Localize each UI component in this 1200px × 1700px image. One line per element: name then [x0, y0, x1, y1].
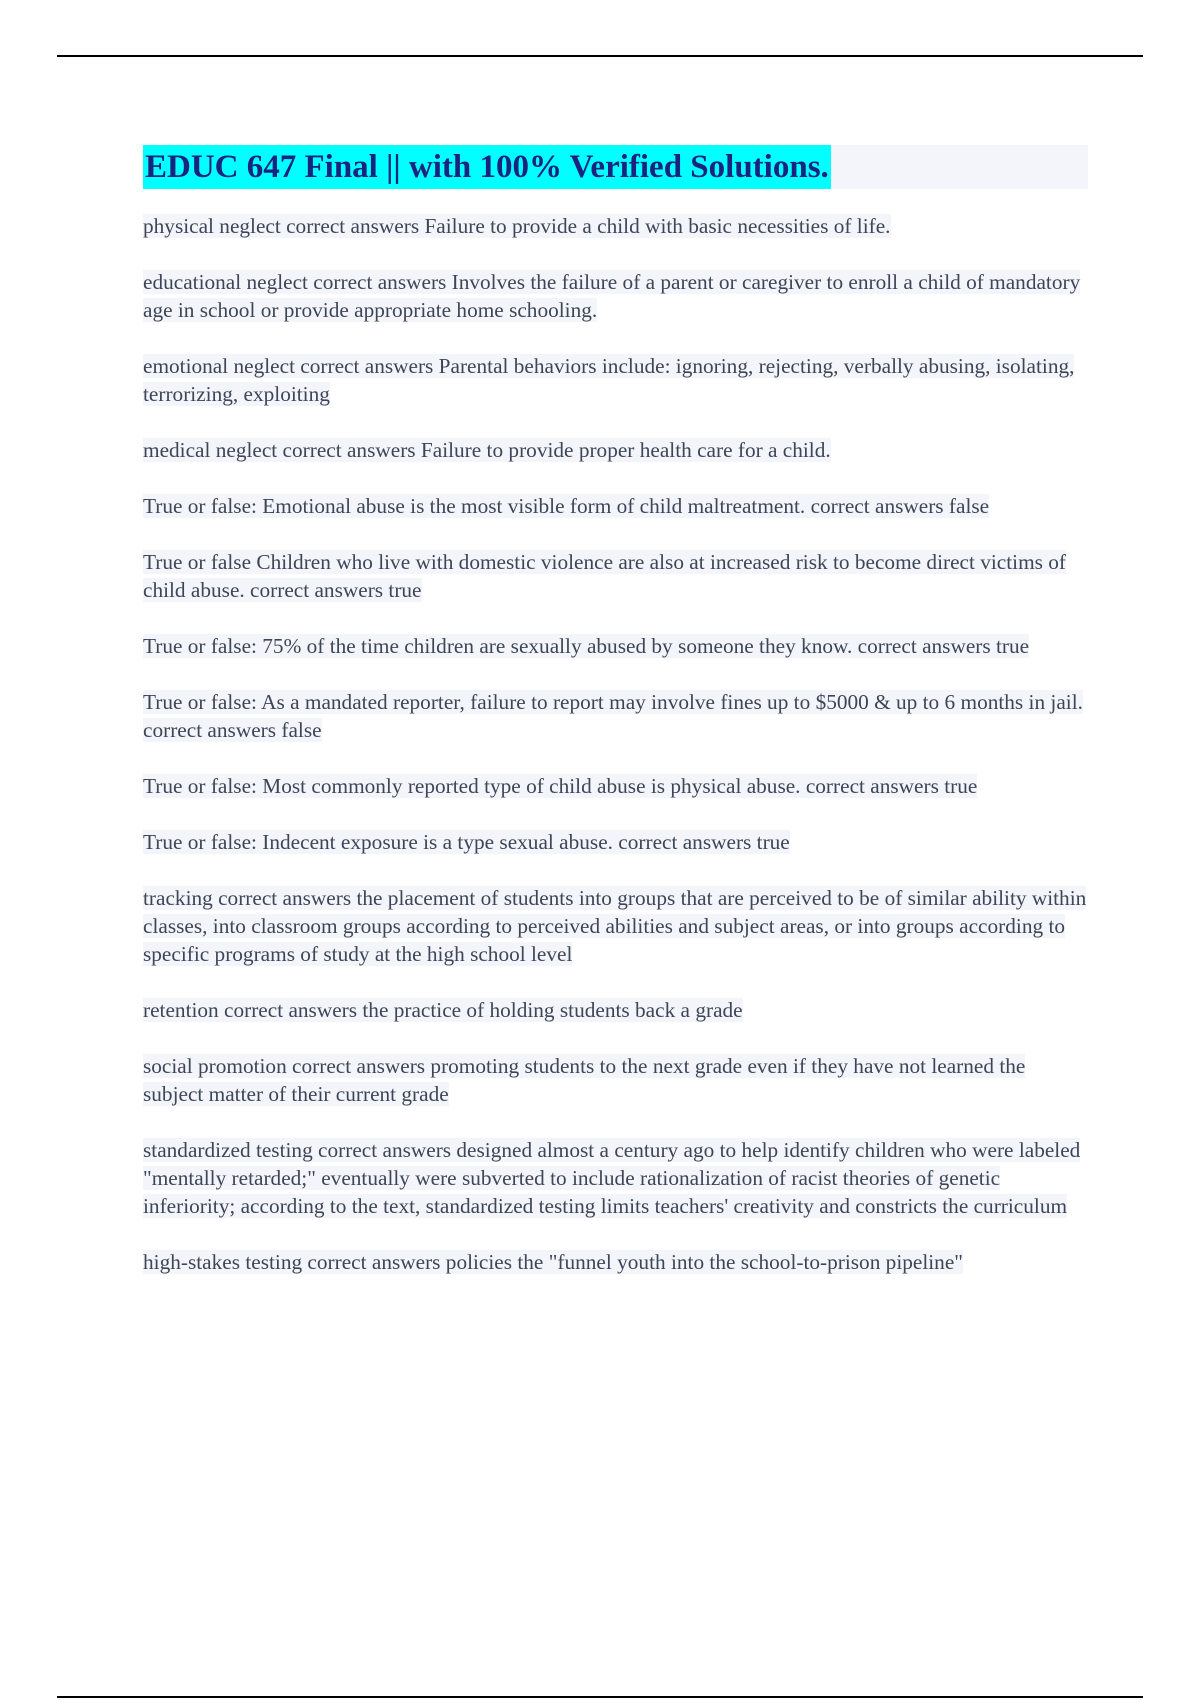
qa-entry — [143, 632, 1088, 660]
qa-entry-text: True or false Children who live with domestic violence are also at increased risk to become direct victims of child abuse. correct answers true — [143, 550, 1066, 602]
qa-entry — [143, 884, 1088, 968]
qa-entry — [143, 1052, 1088, 1108]
qa-entry-text: True or false: Emotional abuse is the most visible form of child maltreatment. correct answers false — [143, 494, 990, 518]
qa-entry-text: emotional neglect correct answers Parental behaviors include: ignoring, rejecting, verbally abusing, isolating, terrorizing, exploiting — [143, 354, 1075, 406]
qa-entry-text: retention correct answers the practice of holding students back a grade — [143, 998, 743, 1022]
qa-entry — [143, 1136, 1088, 1220]
title-bar — [143, 145, 1088, 189]
qa-entry-text: medical neglect correct answers Failure to provide proper health care for a child. — [143, 438, 831, 462]
qa-entry — [143, 268, 1088, 324]
qa-entry — [143, 996, 1088, 1024]
qa-entry-text: educational neglect correct answers Involves the failure of a parent or caregiver to enroll a child of mandatory age in school or provide appropriate home schooling. — [143, 270, 1081, 322]
qa-entry — [143, 828, 1088, 856]
qa-entry — [143, 1248, 1088, 1276]
qa-entry — [143, 492, 1088, 520]
document-body — [143, 145, 1088, 1304]
qa-entry-text: True or false: 75% of the time children are sexually abused by someone they know. correct answers true — [143, 634, 1030, 658]
qa-entry — [143, 548, 1088, 604]
qa-entry-text: physical neglect correct answers Failure to provide a child with basic necessities of life. — [143, 214, 891, 238]
qa-entry-text: tracking correct answers the placement of students into groups that are perceived to be of similar ability within classes, into classroom groups according to perceived abilities and subject areas, or into groups according to specific programs of study at the high school level — [143, 886, 1087, 966]
qa-entry — [143, 212, 1088, 240]
qa-entry-text: True or false: Most commonly reported type of child abuse is physical abuse. correct answers true — [143, 774, 978, 798]
qa-entry-text: social promotion correct answers promoting students to the next grade even if they have not learned the subject matter of their current grade — [143, 1054, 1026, 1106]
page-top-rule — [57, 55, 1143, 57]
qa-entry — [143, 772, 1088, 800]
qa-entry — [143, 352, 1088, 408]
page-bottom-rule — [57, 1696, 1143, 1698]
document-title: EDUC 647 Final || with 100% Verified Solutions. — [143, 145, 831, 189]
qa-entry-text: True or false: As a mandated reporter, failure to report may involve fines up to $5000 & up to 6 months in jail. correct answers false — [143, 690, 1083, 742]
qa-entry — [143, 688, 1088, 744]
qa-entry-text: high-stakes testing correct answers policies the "funnel youth into the school-to-prison pipeline" — [143, 1250, 963, 1274]
qa-entry-text: True or false: Indecent exposure is a type sexual abuse. correct answers true — [143, 830, 790, 854]
qa-entry — [143, 436, 1088, 464]
qa-entry-text: standardized testing correct answers designed almost a century ago to help identify children who were labeled "mentally retarded;" eventually were subverted to include rationalization of racist theories of genetic inferiority; according to the text, standardized testing limits teachers' creativity and constricts the curriculum — [143, 1138, 1081, 1218]
